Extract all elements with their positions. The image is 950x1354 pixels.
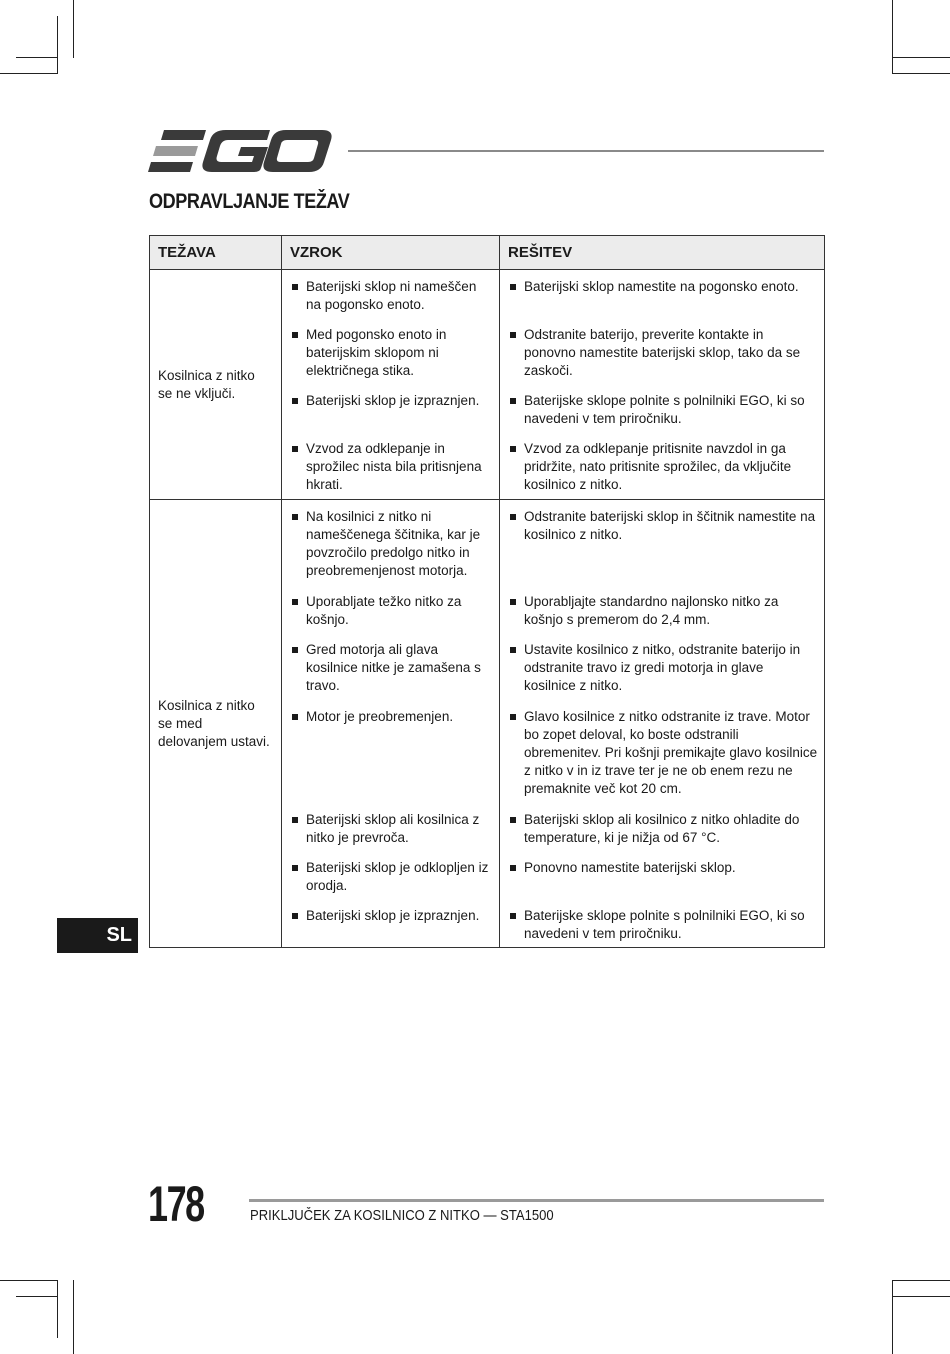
list-item: Gred motorja ali glava kosilnice nitke je zamašena s travo. [282, 641, 499, 708]
list-item: Vzvod za odklepanje in sprožilec nista bila pritisnjena hkrati. [282, 440, 499, 494]
crop-mark-bottom-right-v [892, 1280, 893, 1354]
list-item: Glavo kosilnice z nitko odstranite iz trave. Motor bo zopet deloval, ko boste odstranili obremenitev. Pri košnji premikajte glavo kosilnice z nitko v in iz trave ter je ne ob enem rezu ne premaknite več kot 20 cm. [500, 708, 824, 811]
crop-mark-bottom-left-v2 [57, 1280, 58, 1338]
list-item: Vzvod za odklepanje pritisnite navzdol in ga pridržite, nato pritisnite sprožilec, da vključite kosilnico z nitko. [500, 440, 824, 494]
list-item: Na kosilnici z nitko ni nameščenega ščitnika, kar je povzročilo predolgo nitko in preobremenjenost motorja. [282, 508, 499, 593]
crop-mark-top-left-v [73, 0, 74, 58]
table-header-row [150, 236, 825, 270]
list-item: Baterijski sklop je izpraznjen. [282, 907, 499, 945]
table-row [150, 500, 825, 948]
list-item: Motor je preobremenjen. [282, 708, 499, 811]
list-item: Baterijske sklope polnite s polnilniki EGO, ki so navedeni v tem priročniku. [500, 907, 824, 945]
list-item: Med pogonsko enoto in baterijskim sklopom ni električnega stika. [282, 326, 499, 392]
page-number: 178 [148, 1176, 204, 1232]
list-item: Uporabljate težko nitko za košnjo. [282, 593, 499, 641]
troubleshooting-table [149, 235, 825, 948]
ego-logo [148, 130, 332, 172]
table-row [150, 270, 825, 500]
list-item: Baterijski sklop namestite na pogonsko enoto. [500, 278, 824, 326]
header-cause: VZROK [282, 236, 500, 270]
crop-mark-top-left-v2 [57, 16, 58, 74]
crop-mark-bottom-left-h2 [16, 1296, 58, 1297]
list-item: Ustavite kosilnico z nitko, odstranite baterijo in odstranite travo iz gredi motorja in glave kosilnice z nitko. [500, 641, 824, 708]
footer-rule [249, 1199, 824, 1202]
cause-cell [282, 270, 500, 500]
list-item: Baterijski sklop je izpraznjen. [282, 392, 499, 440]
list-item: Baterijski sklop ni nameščen na pogonsko enoto. [282, 278, 499, 326]
crop-mark-top-right-h2 [892, 73, 950, 74]
crop-mark-top-right-h [892, 57, 950, 58]
section-title: ODPRAVLJANJE TEŽAV [149, 190, 350, 213]
crop-mark-bottom-right-h [892, 1280, 950, 1281]
list-item: Uporabljajte standardno najlonsko nitko za košnjo s premerom do 2,4 mm. [500, 593, 824, 641]
header-solution: REŠITEV [500, 236, 825, 270]
crop-mark-top-left-h [16, 57, 58, 58]
solution-cell [500, 500, 825, 948]
list-item: Ponovno namestite baterijski sklop. [500, 859, 824, 907]
list-item: Odstranite baterijski sklop in ščitnik namestite na kosilnico z nitko. [500, 508, 824, 593]
list-item: Baterijski sklop ali kosilnico z nitko ohladite do temperature, ki je nižja od 67 °C. [500, 811, 824, 859]
problem-cell [150, 270, 282, 500]
cause-cell [282, 500, 500, 948]
crop-mark-bottom-right-h2 [892, 1296, 950, 1297]
header-rule [348, 150, 824, 152]
footer-title: PRIKLJUČEK ZA KOSILNICO Z NITKO — STA1500 [250, 1208, 554, 1224]
crop-mark-bottom-left-v [73, 1280, 74, 1354]
solution-cell [500, 270, 825, 500]
language-tab: SL [57, 918, 138, 953]
crop-mark-top-left-h2 [0, 73, 58, 74]
list-item: Odstranite baterijo, preverite kontakte in ponovno namestite baterijski sklop, tako da se zaskoči. [500, 326, 824, 392]
crop-mark-bottom-left-h [0, 1280, 58, 1281]
problem-cell [150, 500, 282, 948]
list-item: Baterijske sklope polnite s polnilniki EGO, ki so navedeni v tem priročniku. [500, 392, 824, 440]
problem-text: Kosilnica z nitko se ne vključi. [158, 367, 255, 401]
header-problem: TEŽAVA [150, 236, 282, 270]
crop-mark-top-right-v [892, 0, 893, 74]
problem-text: Kosilnica z nitko se med delovanjem ustavi. [158, 697, 270, 749]
list-item: Baterijski sklop ali kosilnica z nitko je prevroča. [282, 811, 499, 859]
list-item: Baterijski sklop je odklopljen iz orodja. [282, 859, 499, 907]
